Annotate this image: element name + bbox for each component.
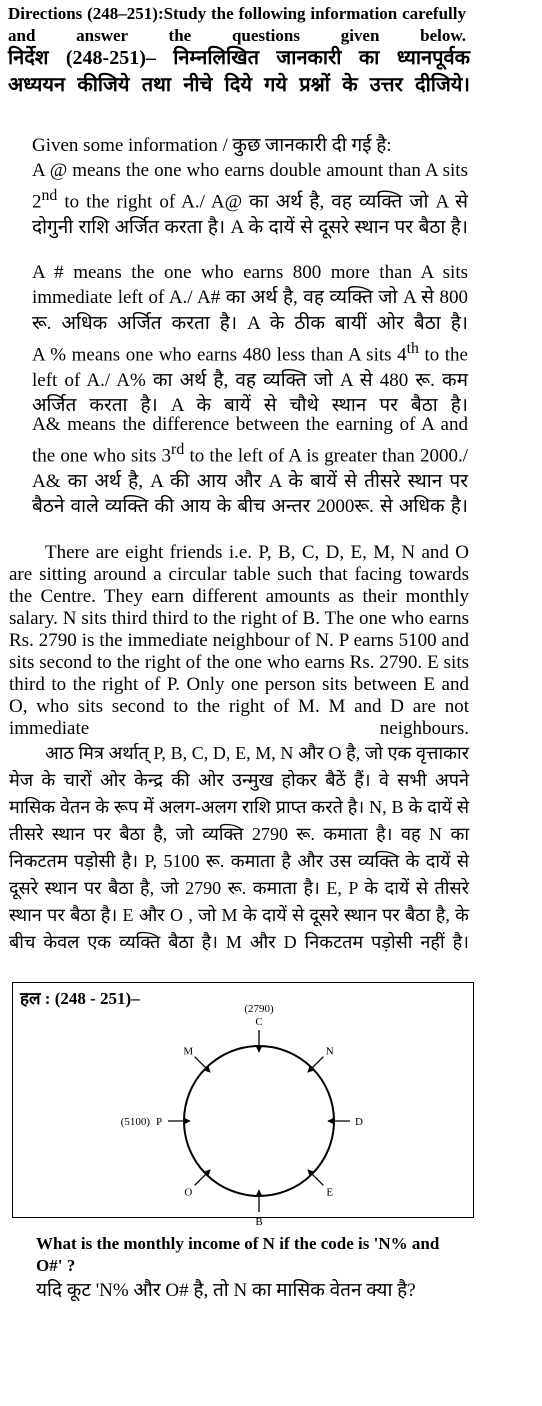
seat-label-d: D xyxy=(355,1116,363,1128)
rule-percent-sup: th xyxy=(406,340,419,357)
seat-arrow-m xyxy=(195,1057,211,1073)
seat-amount-p: (5100) xyxy=(120,1116,150,1128)
seat-label-b: B xyxy=(255,1216,263,1228)
info-intro: Given some information / कुछ जानकारी दी गई है: xyxy=(32,135,392,156)
rule-percent-text-b: to the left of A./ A% का अर्थ है, वह व्यक्ति जो A से 480 रू. कम अर्जित करता है। A के बायें से चौथे स्थान पर बैठा है। xyxy=(32,344,468,416)
question xyxy=(36,1233,446,1304)
rule-percent-text-a: A % means one who earns 480 less than A sits 4 xyxy=(32,344,407,366)
rule-at-sup: nd xyxy=(41,187,58,205)
seat-arrow-n xyxy=(308,1057,324,1073)
rule-ampersand-text-b: to the left of A is greater than 2000./ A& का अर्थ है, A की आय और A के बायें से तीसरे स्थान पर बैठने वाले व्यक्ति की आय के बीच अन्तर 2000रू. से अधिक है। xyxy=(32,445,469,518)
seat-label-m: M xyxy=(183,1045,194,1058)
solution-title: हल : (248 - 251)– xyxy=(20,989,140,1008)
seat-label-n: N xyxy=(325,1045,334,1058)
seating-diagram xyxy=(13,983,472,1228)
directions-english: Directions (248–251):Study the following information carefully and answer the questions given below. xyxy=(8,4,466,45)
seat-label-e: E xyxy=(326,1186,334,1199)
solution-box xyxy=(12,982,474,1228)
rule-at-text-b: to the right of A./ A@ का अर्थ है, वह व्यक्ति जो A से दोगुनी राशि अर्जित करता है। A के दायें से दूसरे स्थान पर बैठा है। xyxy=(32,191,468,238)
rule-percent xyxy=(32,336,468,418)
seat-label-p: P xyxy=(155,1116,163,1128)
question-english: What is the monthly income of N if the code is 'N% and O#' ? xyxy=(36,1234,440,1275)
rule-at xyxy=(32,158,468,240)
puzzle-hindi: आठ मित्र अर्थात् P, B, C, D, E, M, N और O है, जो एक वृत्ताकार मेज के चारों ओर केन्द्र की ओर उन्मुख होकर बैठें हैं। वे सभी अपने मासिक वेतन के रूप में अलग-अलग राशि प्राप्त करते है। N, B के दायें से तीसरे स्थान पर बैठा है, जो व्यक्ति 2790 रू. कमाता है। वह N का निकटतम पड़ोसी है। P, 5100 रू. कमाता है और उस व्यक्ति के दायें से दूसरे स्थान पर बैठा है, जो 2790 रू. कमाता है। E, P के दायें से तीसरे स्थान पर बैठा है। E और O , जो M के दायें से दूसरे स्थान पर बैठा है, के बीच केवल एक व्यक्ति बैठा है। M और D निकटतम पड़ोसी नहीं है। xyxy=(9,743,469,952)
seat-label-c: C xyxy=(255,1016,263,1028)
seat-arrow-e xyxy=(308,1170,324,1186)
seat-label-o: O xyxy=(184,1186,193,1199)
puzzle-english: There are eight friends i.e. P, B, C, D, E, M, N and O are sitting around a circular table such that facing towards the Centre. They earn different amounts as their monthly salary. N sits third third to the right of B. The one who earns Rs. 2790 is the immediate neighbour of N. P earns 5100 and sits second to the right of the one who earns Rs. 2790. E sits third to the right of P. Only one person sits between E and O, who sits second to the right of M. M and D are not immediate neighbours. xyxy=(9,542,469,739)
seat-amount-c: (2790) xyxy=(244,1003,274,1015)
rule-at-text-a: A @ means the one who earns double amount than A sits 2 xyxy=(32,160,468,213)
rule-ampersand xyxy=(32,412,468,520)
directions-hindi: निर्देश (248-251)– निम्नलिखित जानकारी का ध्यानपूर्वक अध्ययन कीजिये तथा नीचे दिये गये प्रश्नों के उत्तर दीजिये। xyxy=(8,47,470,96)
rule-ampersand-text-a: A& means the difference between the earning of A and the one who sits 3 xyxy=(32,414,468,467)
rule-hash: A # means the one who earns 800 more than A sits immediate left of A./ A# का अर्थ है, वह व्यक्ति जो A से 800 रू. अधिक अर्जित करता है। A के ठीक बायीं ओर बैठा है। xyxy=(32,262,468,334)
seat-arrow-o xyxy=(195,1170,211,1186)
rule-ampersand-sup: rd xyxy=(171,441,185,459)
question-hindi: यदि कूट 'N% और O# है, तो N का मासिक वेतन क्या है? xyxy=(36,1280,416,1301)
